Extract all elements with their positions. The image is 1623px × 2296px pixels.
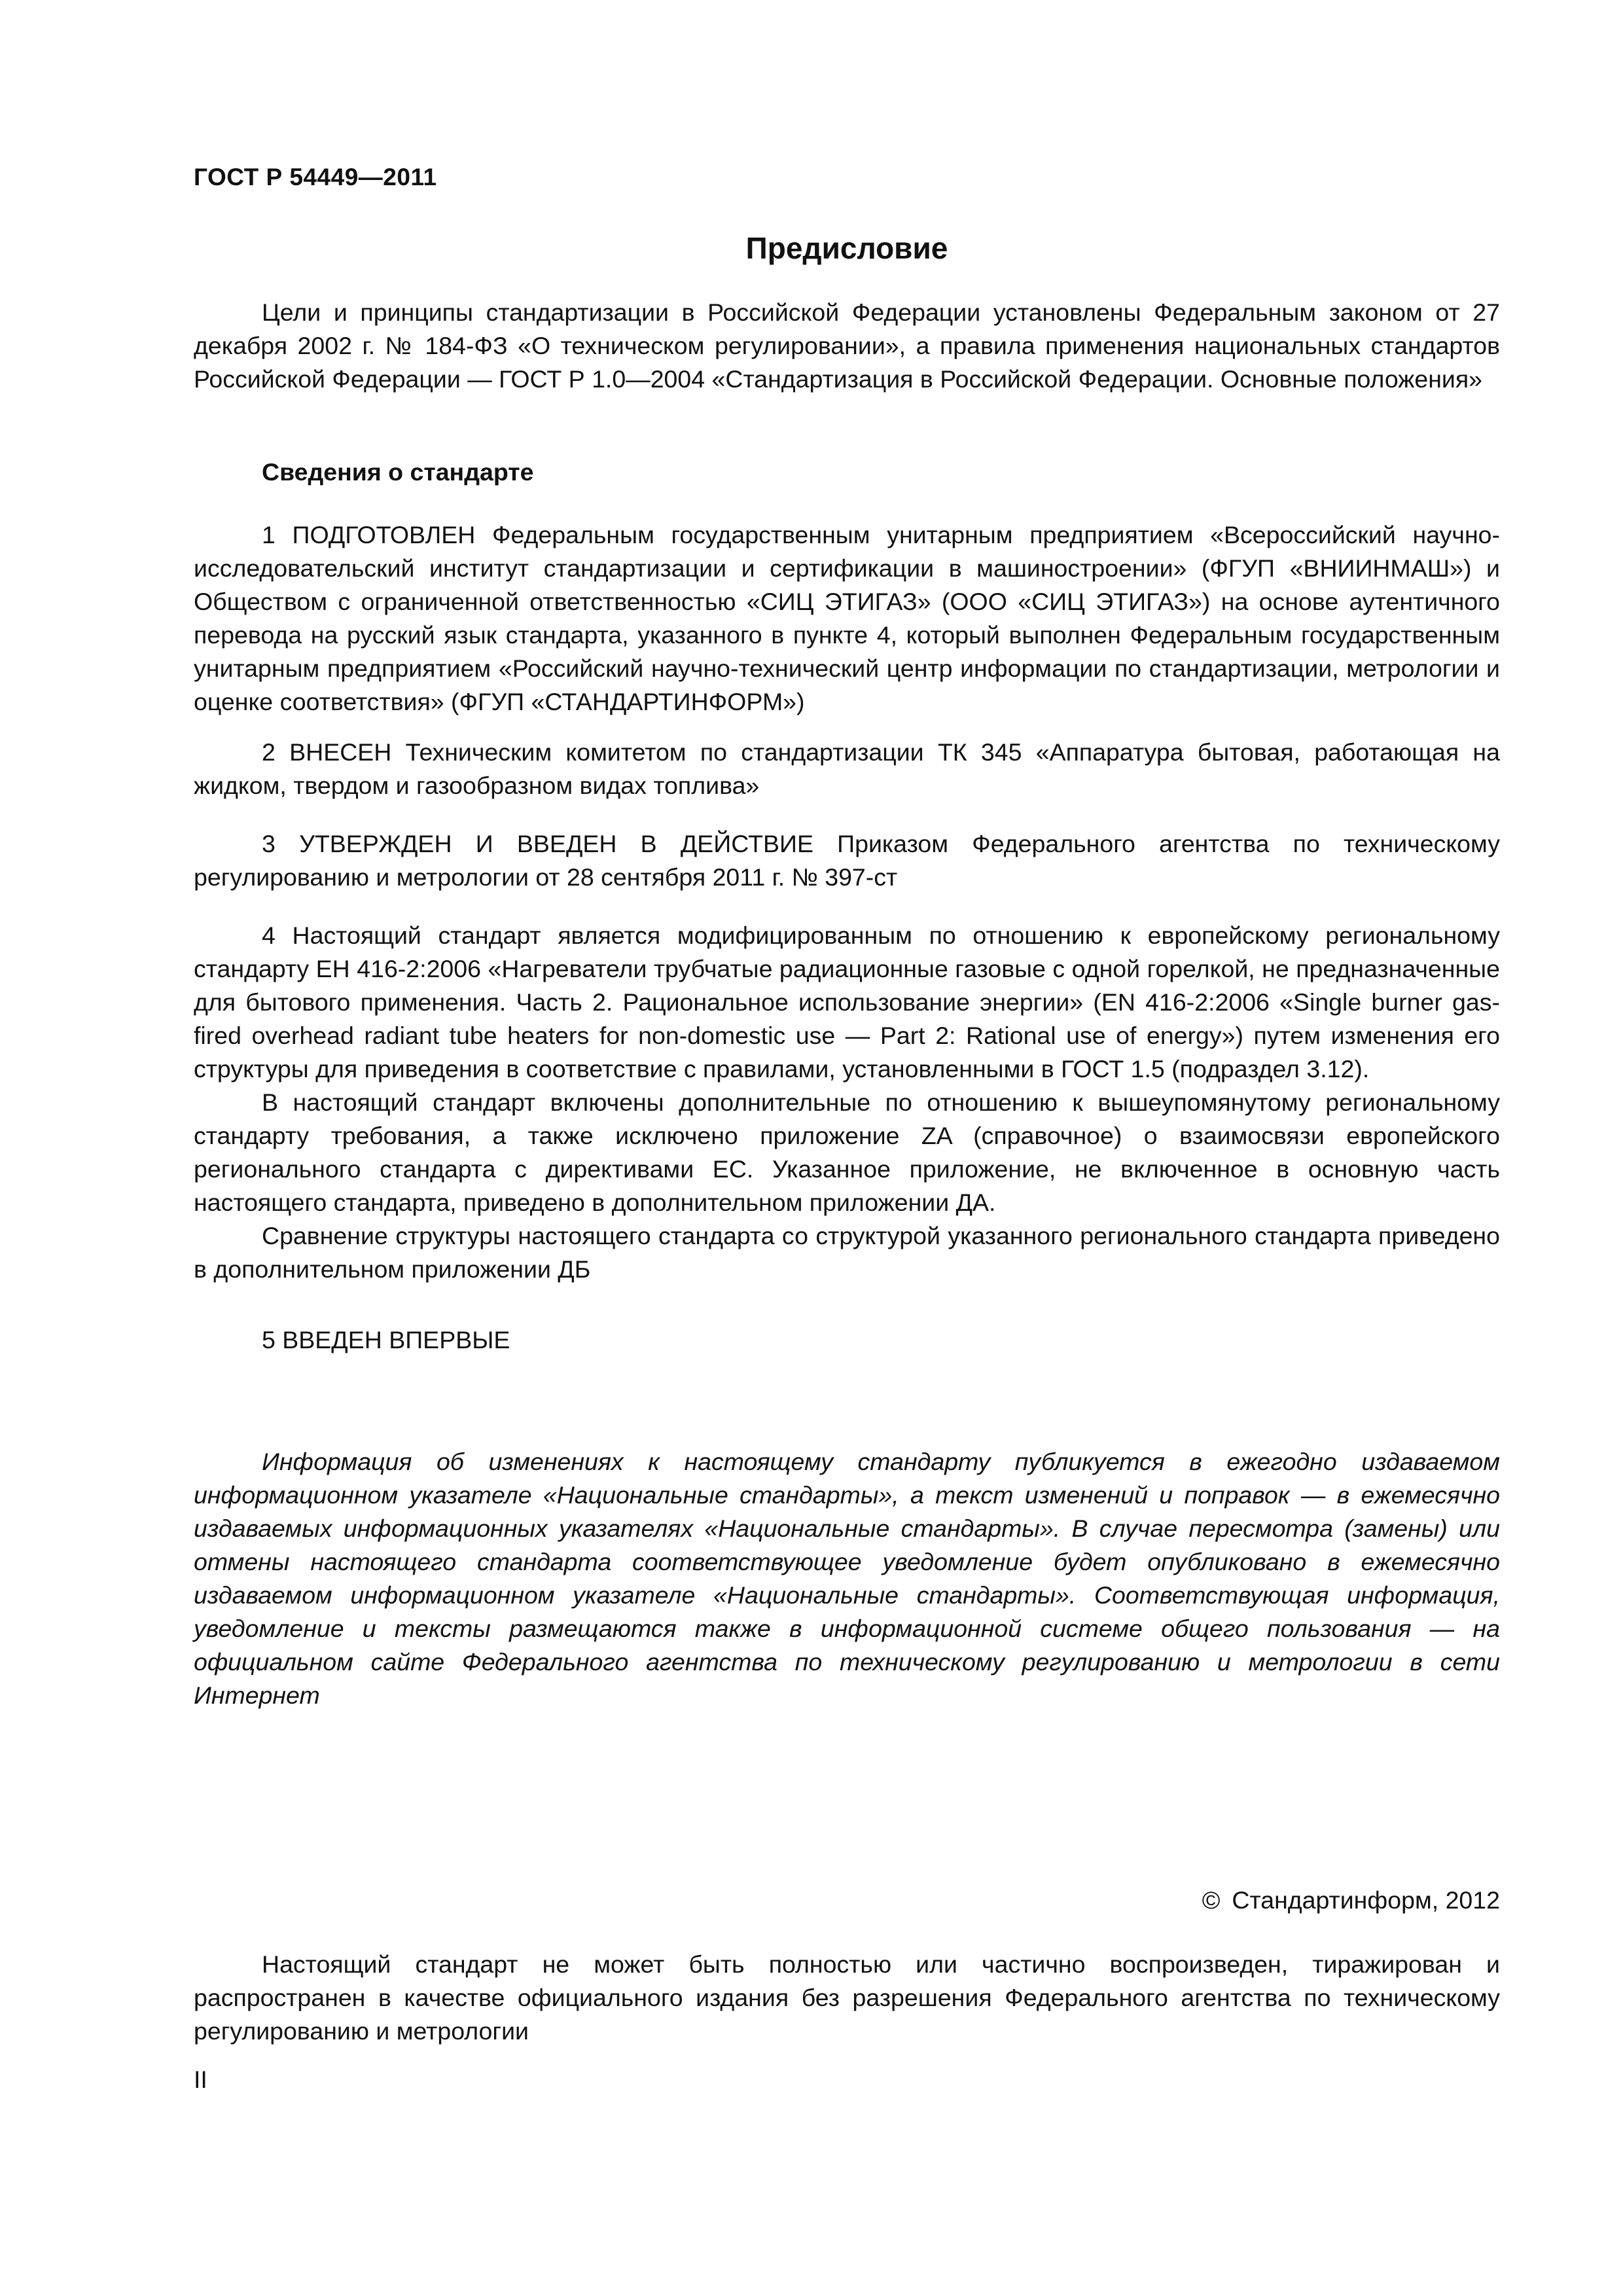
info-item-1-text: 1 ПОДГОТОВЛЕН Федеральным государственным унитарным предприятием «Всероссийский научно-исследовательский институт стандартизации и сертификации в машиностроении» (ФГУП «ВНИИНМАШ») и Обществом с ограниченной ответственностью «СИЦ ЭТИГАЗ» (ООО «СИЦ ЭТИГАЗ») на основе аутентичного перевода на русский язык стандарта, указанного в пункте 4, который выполнен Федеральным государственным унитарным предприятием «Российский научно-технический центр информации по стандартизации, метрологии и оценке соответствия» (ФГУП «СТАНДАРТИНФОРМ») bbox=[194, 521, 1500, 715]
reproduction-notice bbox=[194, 1948, 1500, 2048]
info-item-2-text: 2 ВНЕСЕН Техническим комитетом по стандартизации ТК 345 «Аппаратура бытовая, работающая на жидком, твердом и газообразном видах топлива» bbox=[194, 738, 1500, 799]
copyright-icon: © bbox=[1202, 1886, 1221, 1914]
info-item-1 bbox=[194, 518, 1500, 719]
info-item-5-text: 5 ВВЕДЕН ВПЕРВЫЕ bbox=[262, 1326, 510, 1354]
info-item-4-paragraph-3: Сравнение структуры настоящего стандарта со структурой указанного регионального стандарта приведено в дополнительном приложении ДБ bbox=[194, 1222, 1500, 1283]
info-item-3-text: 3 УТВЕРЖДЕН И ВВЕДЕН В ДЕЙСТВИЕ Приказом Федерального агентства по техническому регулированию и метрологии от 28 сентября 2011 г. № 397-ст bbox=[194, 830, 1500, 891]
info-item-4 bbox=[194, 919, 1500, 1286]
info-item-3 bbox=[194, 827, 1500, 894]
standard-info-heading: Сведения о стандарте bbox=[262, 458, 534, 486]
info-item-4-paragraph-1: 4 Настоящий стандарт является модифицированным по отношению к европейскому региональному стандарту ЕН 416-2:2006 «Нагреватели трубчатые радиационные газовые с одной горелкой, не предназначенные для бытового применения. Часть 2. Рациональное использование энергии» (EN 416-2:2006 «Single burner gas-fired overhead radiant tube heaters for non-domestic use — Part 2: Rational use of energy») путем изменения его структуры для приведения в соответствие с правилами, установленными в ГОСТ 1.5 (подраздел 3.12). bbox=[194, 922, 1500, 1083]
document-code: ГОСТ Р 54449—2011 bbox=[194, 164, 437, 190]
info-item-5 bbox=[194, 1323, 1500, 1357]
reproduction-notice-text: Настоящий стандарт не может быть полностью или частично воспроизведен, тиражирован и распространен в качестве официального издания без разрешения Федерального агентства по техническому регулированию и метрологии bbox=[194, 1950, 1500, 2045]
intro-section bbox=[194, 296, 1500, 396]
page-number: II bbox=[194, 2066, 207, 2093]
change-info-notice bbox=[194, 1445, 1500, 1712]
intro-paragraph: Цели и принципы стандартизации в Российской Федерации установлены Федеральным законом от 27 декабря 2002 г. № 184-ФЗ «О техническом регулировании», а правила применения национальных стандартов Российской Федерации — ГОСТ Р 1.0—2004 «Стандартизация в Российской Федерации. Основные положения» bbox=[194, 298, 1500, 393]
page-title: Предисловие bbox=[745, 231, 948, 265]
info-item-2 bbox=[194, 736, 1500, 802]
copyright-text: Стандартинформ, 2012 bbox=[1232, 1886, 1500, 1914]
change-info-text: Информация об изменениях к настоящему стандарту публикуется в ежегодно издаваемом информационном указателе «Национальные стандарты», а текст изменений и поправок — в ежемесячно издаваемых информационных указателях «Национальные стандарты». В случае пересмотра (замены) или отмены настоящего стандарта соответствующее уведомление будет опубликовано в ежемесячно издаваемом информационном указателе «Национальные стандарты». Соответствующая информация, уведомление и тексты размещаются также в информационной системе общего пользования — на официальном сайте Федерального агентства по техническому регулированию и метрологии в сети Интернет bbox=[194, 1448, 1500, 1709]
info-item-4-paragraph-2: В настоящий стандарт включены дополнительные по отношению к вышеупомянутому региональному стандарту требования, а также исключено приложение ZA (справочное) о взаимосвязи европейского регионального стандарта с директивами ЕС. Указанное приложение, не включенное в основную часть настоящего стандарта, приведено в дополнительном приложении ДА. bbox=[194, 1088, 1500, 1216]
copyright-line bbox=[1202, 1886, 1500, 1914]
